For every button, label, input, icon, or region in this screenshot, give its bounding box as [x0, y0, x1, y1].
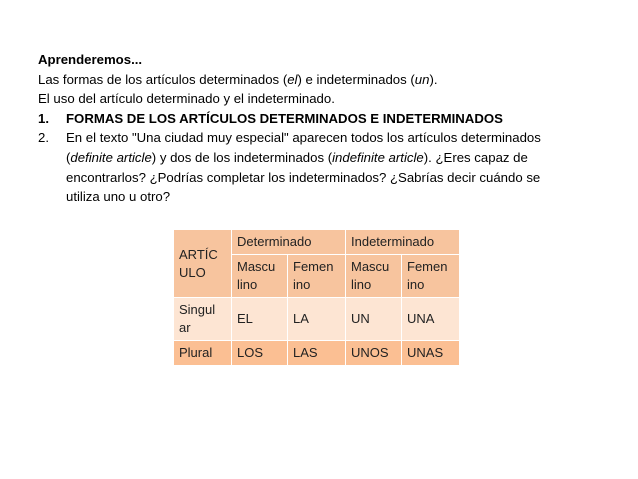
- subheader-femenino-indet: Femen ino: [402, 255, 460, 298]
- intro-line-2: El uso del artículo determinado y el indeterminado.: [38, 91, 335, 107]
- list-item-1: [38, 109, 618, 129]
- list-item-1-text: FORMAS DE LOS ARTÍCULOS DETERMINADOS E INDETERMINADOS: [66, 110, 503, 126]
- list-number-2: 2.: [38, 130, 49, 146]
- cell-singular-fem-det: LA: [288, 298, 346, 341]
- header-determinado: Determinado: [232, 230, 346, 255]
- lesson-heading: Aprenderemos...: [38, 52, 143, 67]
- cell-plural-masc-indet: UNOS: [346, 341, 402, 366]
- cell-singular-masc-det: EL: [232, 298, 288, 341]
- subheader-masculino-det: Mascu lino: [232, 255, 288, 298]
- list-item-2: [38, 128, 618, 206]
- table-row-plural: [174, 341, 460, 366]
- cell-plural-fem-det: LAS: [288, 341, 346, 366]
- header-indeterminado: Indeterminado: [346, 230, 460, 255]
- list-item-2-text: En el texto "Una ciudad muy especial" aparecen todos los artículos determinados (definite article) y dos de los indeterminados (indefinite article). ¿Eres capaz de encontrarlos? ¿Podrías completar los indeterminados? ¿Sabrías decir cuándo se utiliza uno u otro?: [66, 130, 541, 205]
- row-label-singular: Singul ar: [174, 298, 232, 341]
- intro-line-1: Las formas de los artículos determinados (el) e indeterminados (un).: [38, 71, 438, 87]
- cell-plural-masc-det: LOS: [232, 341, 288, 366]
- cell-singular-masc-indet: UN: [346, 298, 402, 341]
- cell-singular-fem-indet: UNA: [402, 298, 460, 341]
- row-label-plural: Plural: [174, 341, 232, 366]
- list-number-1: 1.: [38, 110, 49, 126]
- subheader-femenino-det: Femen ino: [288, 255, 346, 298]
- cell-plural-fem-indet: UNAS: [402, 341, 460, 366]
- articles-table: [173, 229, 460, 366]
- table-row-singular: [174, 298, 460, 341]
- table-corner-cell: ARTÍC ULO: [174, 230, 232, 298]
- subheader-masculino-indet: Mascu lino: [346, 255, 402, 298]
- lesson-text: [38, 50, 618, 207]
